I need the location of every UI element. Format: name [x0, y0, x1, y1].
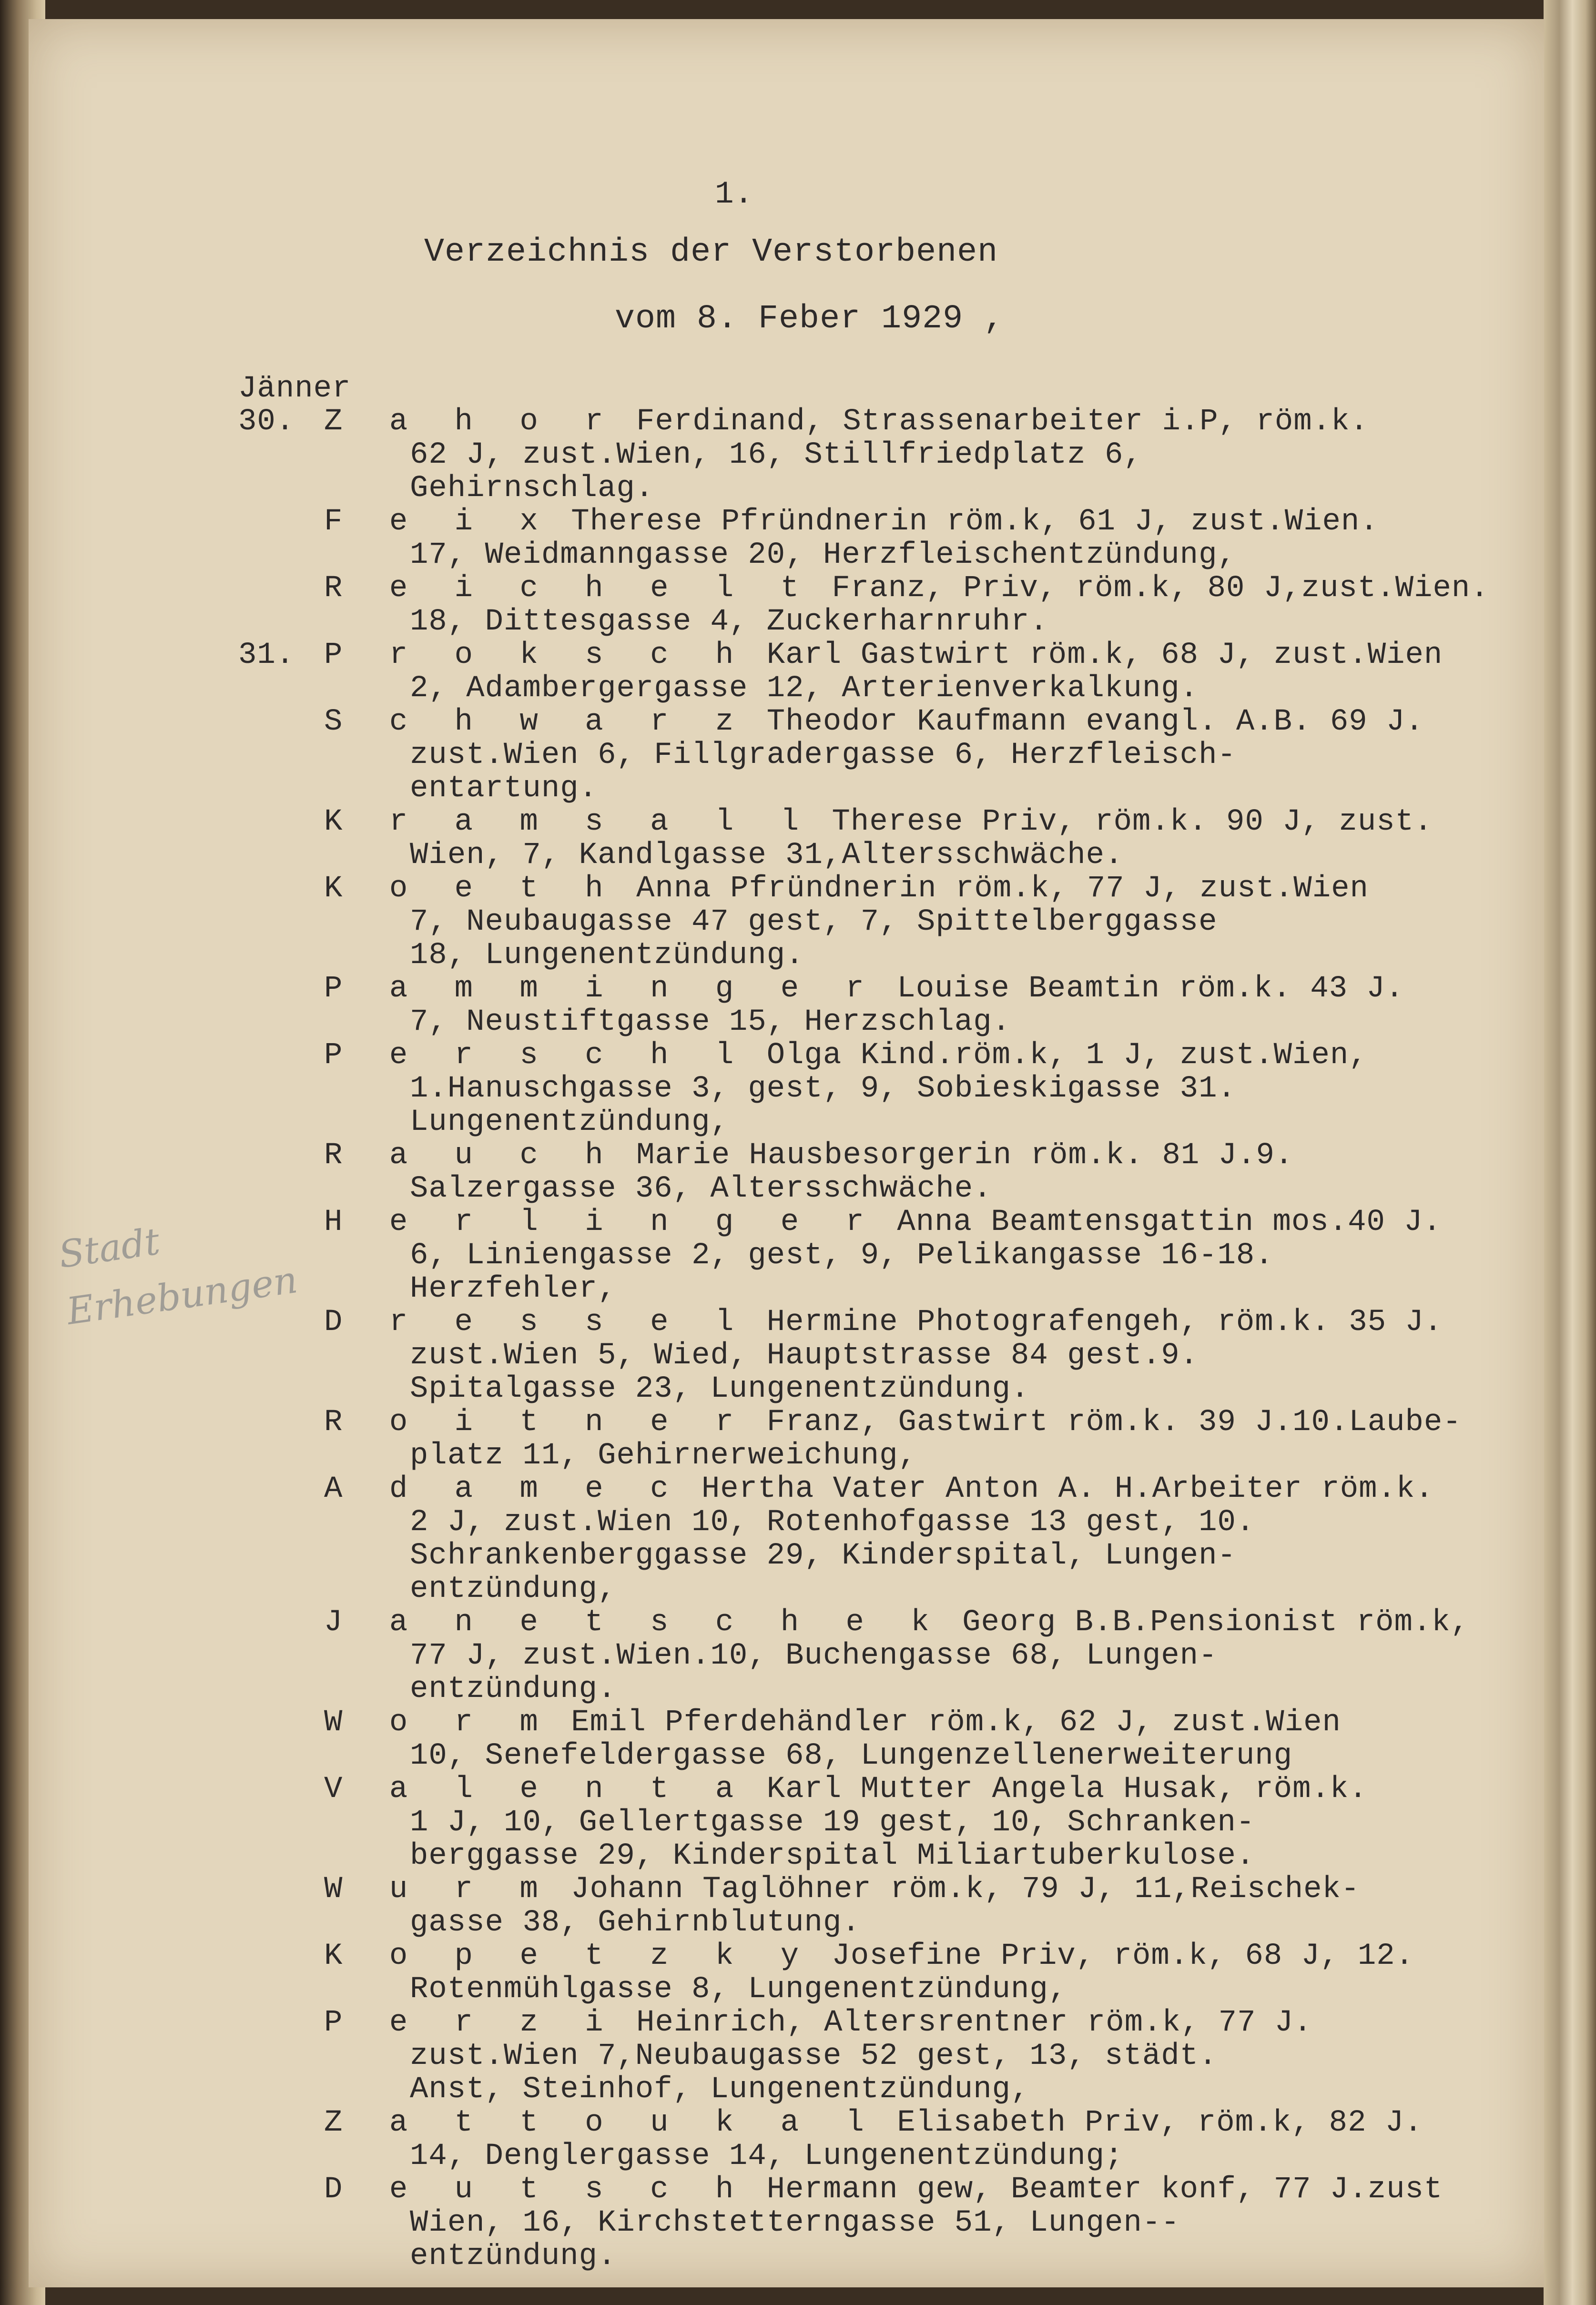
entry: [238, 405, 1369, 505]
entry-line: 7, Neustiftgasse 15, Herzschlag.: [410, 1005, 1011, 1039]
entry-line: Josefine Priv, röm.k, 68 J, 12.: [832, 1939, 1414, 1973]
entry-day: 30.: [238, 405, 295, 439]
entry-surname: H e r l i n g e r: [324, 1205, 878, 1239]
entry: [238, 639, 1443, 705]
entry-surname: R e i c h e l t: [324, 571, 813, 606]
entry: [238, 1939, 1414, 2006]
entry: [238, 1306, 1443, 1406]
entry: [238, 972, 1404, 1039]
entry-surname: V a l e n t a: [324, 1772, 748, 1807]
entry-line: Therese Priv, röm.k. 90 J, zust.: [832, 805, 1433, 839]
entry-line: Elisabeth Priv, röm.k, 82 J.: [897, 2106, 1423, 2140]
entry-line: gasse 38, Gehirnblutung.: [410, 1906, 861, 1940]
entry-line: Hermann gew, Beamter konf, 77 J.zust: [766, 2173, 1443, 2207]
entry: [238, 2173, 1443, 2273]
entry: [238, 572, 1489, 639]
entry: [238, 1406, 1462, 1472]
entry-line: 14, Denglergasse 14, Lungenentzündung;: [410, 2139, 1124, 2173]
entry-line: Spitalgasse 23, Lungenentzündung.: [410, 1372, 1030, 1406]
entry-line: entzündung.: [410, 1672, 617, 1706]
entry-surname: J a n e t s c h e k: [324, 1605, 944, 1640]
entry-surname: D e u t s c h: [324, 2173, 748, 2207]
entry-line: 18, Dittesgasse 4, Zuckerharnruhr.: [410, 605, 1048, 639]
entry-line: platz 11, Gehirnerweichung,: [410, 1439, 917, 1473]
entry-day: 31.: [238, 638, 295, 672]
entry-surname: Z a h o r: [324, 405, 618, 439]
entry-surname: P e r z i: [324, 2006, 618, 2040]
entry: [238, 805, 1433, 872]
entry-line: 62 J, zust.Wien, 16, Stillfriedplatz 6,: [410, 438, 1142, 472]
margin-note-line: Stadt: [56, 1220, 163, 1277]
entry-surname: P e r s c h l: [324, 1038, 748, 1073]
entry-line: Rotenmühlgasse 8, Lungenentzündung,: [410, 1972, 1067, 2007]
entry-line: Wien, 7, Kandlgasse 31,Altersschwäche.: [410, 838, 1124, 873]
page-number: 1.: [715, 176, 754, 212]
entry-line: zust.Wien 5, Wied, Hauptstrasse 84 gest.9.: [410, 1339, 1199, 1373]
entry-line: 17, Weidmanngasse 20, Herzfleischentzündung,: [410, 538, 1236, 572]
entry-line: Herzfehler,: [410, 1272, 617, 1306]
entry-line: berggasse 29, Kinderspital Miliartuberkulose.: [410, 1839, 1255, 1873]
entry-line: Therese Pfründnerin röm.k, 61 J, zust.Wien.: [571, 505, 1379, 539]
entry-surname: P a m m i n g e r: [324, 972, 878, 1006]
entry: [238, 1472, 1434, 1606]
entry-surname: D r e s s e l: [324, 1305, 748, 1340]
document-title: Verzeichnis der Verstorbenen: [424, 234, 998, 271]
margin-note-line: Erhebungen: [64, 1258, 300, 1333]
entry-line: Lungenentzündung,: [410, 1105, 729, 1139]
entry-line: 6, Liniengasse 2, gest, 9, Pelikangasse 16-18.: [410, 1239, 1274, 1273]
entry-line: Anna Pfründnerin röm.k, 77 J, zust.Wien: [636, 872, 1369, 906]
entry-surname: W u r m: [324, 1872, 552, 1907]
entry-line: 10, Senefeldergasse 68, Lungenzellenerweiterung: [410, 1739, 1293, 1773]
entry: [238, 1206, 1442, 1306]
entry-line: zust.Wien 6, Fillgradergasse 6, Herzfleisch-: [410, 738, 1236, 772]
entry: [238, 1606, 1469, 1706]
entry: [238, 2006, 1312, 2106]
entry-line: Schrankenberggasse 29, Kinderspital, Lungen-: [410, 1539, 1236, 1573]
entry: [238, 2106, 1423, 2173]
entry-line: Franz, Gastwirt röm.k. 39 J.10.Laube-: [766, 1405, 1462, 1440]
entry: [238, 1706, 1341, 1773]
entry-line: Hermine Photografengeh, röm.k. 35 J.: [766, 1305, 1443, 1340]
entry: [238, 1773, 1368, 1873]
entry-surname: R a u c h: [324, 1138, 618, 1173]
entry-line: 77 J, zust.Wien.10, Buchengasse 68, Lungen-: [410, 1639, 1218, 1673]
entry-line: entzündung,: [410, 1572, 617, 1606]
entry-surname: Z a t t o u k a l: [324, 2106, 878, 2140]
entry-surname: W o r m: [324, 1706, 552, 1740]
entry-surname: R o i t n e r: [324, 1405, 748, 1440]
entry-line: Gehirnschlag.: [410, 471, 654, 506]
entry-surname: S c h w a r z: [324, 705, 748, 739]
entry-surname: P r o k s c h: [324, 638, 748, 672]
entry-line: Karl Mutter Angela Husak, röm.k.: [766, 1772, 1368, 1807]
entry-line: Wien, 16, Kirchstetterngasse 51, Lungen--: [410, 2206, 1180, 2240]
entry-line: 2, Adambergergasse 12, Arterienverkalkung.: [410, 671, 1199, 706]
entry: [238, 705, 1424, 805]
entry-surname: K o e t h: [324, 872, 618, 906]
entry-line: Emil Pferdehändler röm.k, 62 J, zust.Wien: [571, 1706, 1341, 1740]
entry-line: 7, Neubaugasse 47 gest, 7, Spittelberggasse: [410, 905, 1218, 939]
entry-line: Ferdinand, Strassenarbeiter i.P, röm.k.: [636, 405, 1369, 439]
entry-line: 18, Lungenentzündung.: [410, 938, 804, 973]
entry-line: 1.Hanuschgasse 3, gest, 9, Sobieskigasse 31.: [410, 1072, 1236, 1106]
entry-line: Anst, Steinhof, Lungenentzündung,: [410, 2072, 1030, 2107]
entry-line: Salzergasse 36, Altersschwäche.: [410, 1172, 992, 1206]
entry-line: 2 J, zust.Wien 10, Rotenhofgasse 13 gest, 10.: [410, 1505, 1255, 1540]
entry: [238, 872, 1369, 972]
entry-line: Heinrich, Altersrentner röm.k, 77 J.: [636, 2006, 1312, 2040]
entry-line: Karl Gastwirt röm.k, 68 J, zust.Wien: [766, 638, 1443, 672]
entry-line: entzündung.: [410, 2239, 617, 2274]
entry: [238, 1039, 1368, 1139]
month-label: Jänner: [238, 372, 351, 406]
entry-line: zust.Wien 7,Neubaugasse 52 gest, 13, städt.: [410, 2039, 1218, 2073]
entry-line: Franz, Priv, röm.k, 80 J,zust.Wien.: [832, 571, 1489, 606]
entry-line: 1 J, 10, Gellertgasse 19 gest, 10, Schranken-: [410, 1806, 1255, 1840]
entry-surname: K o p e t z k y: [324, 1939, 813, 1973]
entry-line: Anna Beamtensgattin mos.40 J.: [897, 1205, 1442, 1239]
entry-surname: A d a m e c: [324, 1472, 683, 1506]
page-edge: [1544, 0, 1596, 2305]
document-page: [29, 19, 1544, 2287]
entry-line: Hertha Vater Anton A. H.Arbeiter röm.k.: [701, 1472, 1434, 1506]
entry: [238, 505, 1379, 572]
document-date: vom 8. Feber 1929 ,: [615, 300, 1005, 338]
entry-line: Olga Kind.röm.k, 1 J, zust.Wien,: [766, 1038, 1368, 1073]
entry-line: Theodor Kaufmann evangl. A.B. 69 J.: [766, 705, 1424, 739]
entry-line: Johann Taglöhner röm.k, 79 J, 11,Reischek-: [571, 1872, 1360, 1907]
entry-surname: K r a m s a l l: [324, 805, 813, 839]
entry: [238, 1873, 1360, 1939]
entry-line: Louise Beamtin röm.k. 43 J.: [897, 972, 1404, 1006]
entry-line: Georg B.B.Pensionist röm.k,: [962, 1605, 1470, 1640]
entry-surname: F e i x: [324, 505, 552, 539]
entry-line: Marie Hausbesorgerin röm.k. 81 J.9.: [636, 1138, 1294, 1173]
entry-line: entartung.: [410, 772, 598, 806]
entry: [238, 1139, 1293, 1206]
